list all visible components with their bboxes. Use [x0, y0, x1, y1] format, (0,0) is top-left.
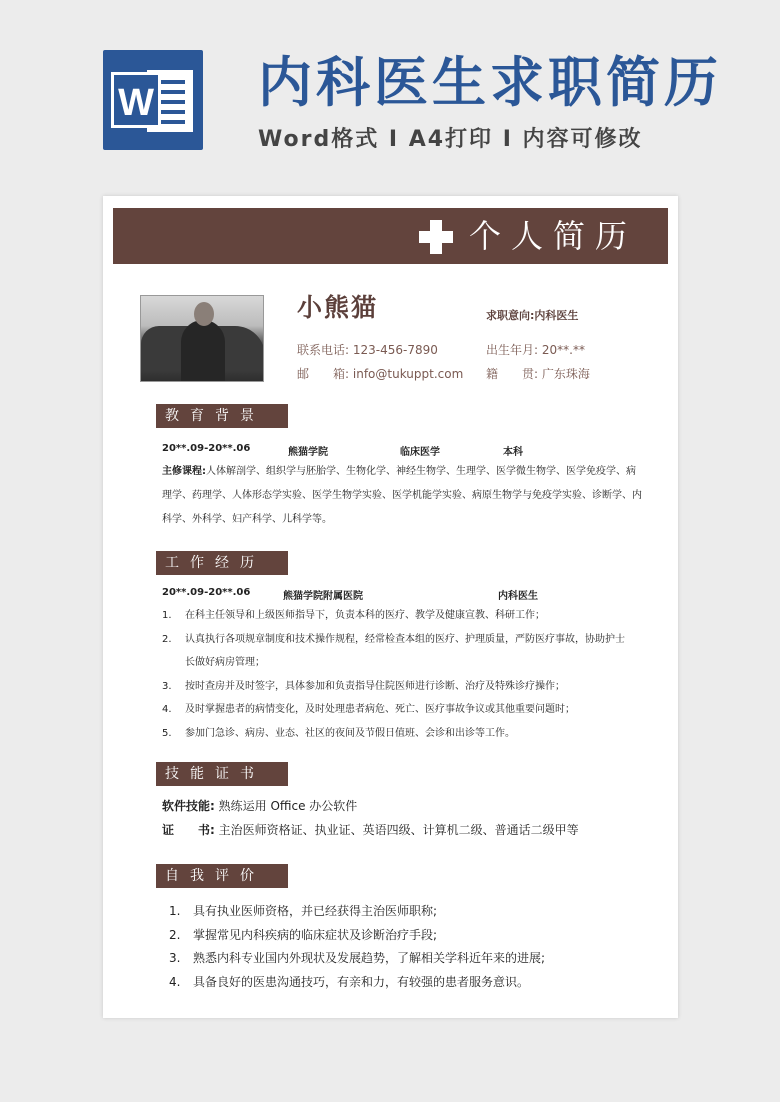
- work-duties-list: [162, 604, 632, 745]
- edu-school: 熊猫学院: [288, 447, 328, 458]
- software-value: 熟练运用 Office 办公软件: [218, 799, 358, 813]
- origin-label: 籍 贯:: [486, 367, 539, 381]
- list-item: 3. 熟悉内科专业国内外现状及发展趋势，了解相关学科近年来的进展;: [169, 951, 546, 965]
- page-title: 内科医生求职简历: [258, 51, 722, 114]
- work-heading: 工作经历: [156, 551, 288, 575]
- intent-value: 内科医生: [534, 309, 579, 322]
- edu-degree: 本科: [503, 447, 523, 458]
- education-heading: 教育背景: [156, 404, 288, 428]
- email-value: info@tukuppt.com: [352, 367, 464, 381]
- profile-photo: [140, 295, 264, 382]
- software-label: 软件技能:: [162, 799, 215, 813]
- self-eval-list: [169, 900, 639, 994]
- list-item: 1. 在科主任领导和上级医师指导下，负责本科的医疗、教学及健康宣教、科研工作；: [162, 610, 545, 621]
- courses-label: 主修课程:: [162, 466, 206, 477]
- list-item: 2. 认真执行各项规章制度和技术操作规程，经常检查本组的医疗、护理质量，严防医疗事故，协助护士长做好病房管理；: [162, 633, 625, 668]
- email-label: 邮 箱:: [297, 367, 350, 381]
- email-row: [297, 365, 463, 382]
- resume-paper: [103, 196, 678, 1018]
- software-skill: [162, 797, 357, 814]
- phone-label: 联系电话:: [297, 343, 350, 357]
- list-item: 5. 参加门急诊、病房、业态、社区的夜间及节假日值班、会诊和出诊等工作。: [162, 727, 515, 739]
- page-subtitle: Word格式 I A4打印 I 内容可修改: [258, 127, 643, 152]
- origin-row: [486, 365, 590, 382]
- origin-value: 广东珠海: [541, 367, 590, 381]
- work-period: 20**.09-20**.06: [162, 587, 251, 598]
- self-eval-heading: 自我评价: [156, 864, 288, 888]
- birth-label: 出生年月:: [486, 343, 539, 357]
- word-logo-icon: [103, 50, 203, 150]
- cert-value: 主治医师资格证、执业证、英语四级、计算机二级、普通话二级甲等: [218, 823, 579, 837]
- banner-title: 个人简历: [469, 217, 638, 255]
- list-item: 3. 按时查房并及时签字，具体参加和负责指导住院医师进行诊断、治疗及特殊诊疗操作；: [162, 680, 565, 692]
- list-item: 4. 具备良好的医患沟通技巧，有亲和力，有较强的患者服务意识。: [169, 974, 530, 989]
- edu-courses: [162, 460, 642, 532]
- medical-cross-icon: [419, 220, 453, 254]
- list-item: 4. 及时掌握患者的病情变化，及时处理患者病危、死亡、医疗事故争议或其他重要问题时；: [162, 704, 575, 715]
- birth-row: [486, 341, 585, 358]
- edu-major: 临床医学: [400, 447, 440, 458]
- birth-value: 20**.**: [541, 343, 585, 357]
- job-intent: [486, 307, 578, 323]
- courses-text: 人体解剖学、组织学与胚胎学、生物化学、神经生物学、生理学、医学微生物学、医学免疫学、病理学、药理学、人体形态学实验、医学生物学实验、医学机能学实验、病原生物学与免疫学实验、诊断学、内科学、外科学、妇产科学、儿科学等。: [162, 466, 642, 525]
- resume-banner: [113, 208, 668, 264]
- phone-row: [297, 341, 438, 358]
- work-org: 熊猫学院附属医院: [283, 591, 363, 602]
- certificates: [162, 821, 579, 838]
- intent-label: 求职意向:: [486, 309, 535, 322]
- list-item: 2. 掌握常见内科疾病的临床症状及诊断治疗手段;: [169, 927, 438, 942]
- phone-value: 123-456-7890: [352, 343, 438, 357]
- cert-label: 证 书:: [162, 823, 215, 837]
- list-item: 1. 具有执业医师资格，并已经获得主治医师职称;: [169, 904, 438, 918]
- logo-letter: W: [111, 72, 161, 128]
- work-role: 内科医生: [498, 591, 538, 602]
- edu-period: 20**.09-20**.06: [162, 443, 251, 454]
- candidate-name: 小熊猫: [297, 293, 379, 322]
- skills-heading: 技能证书: [156, 762, 288, 786]
